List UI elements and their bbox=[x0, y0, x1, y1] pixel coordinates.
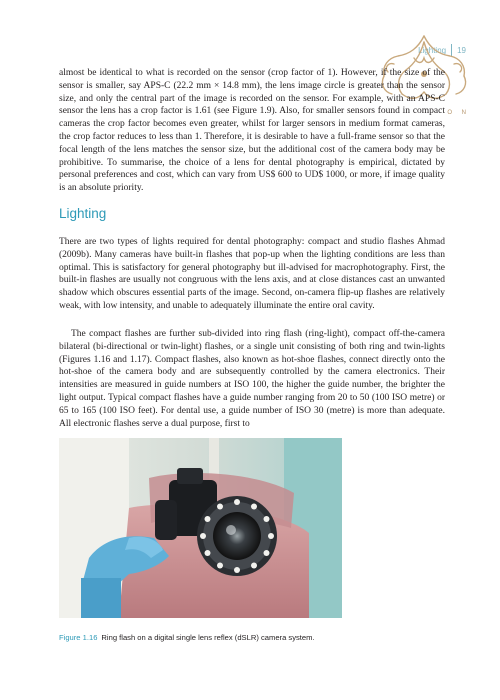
body-paragraph-3: The compact flashes are further sub-divided into ring flash (ring-light), compact off-the-camera bilateral (bi-directional or twin-light) flashes, or a single unit consisting of both ring and twin-lights (Figures 1.16 and 1.17). Compact flashes, also known as hot-shoe flashes, connect directly onto the hot-shoe of the camera body and are subsequently controlled by the camera electronics. Their intensities are measured in guide numbers at ISO 100, the higher the guide number, the brighter the light output. Typical compact flashes have a guide number ranging from 20 to 50 (100 ISO metre) or 65 to 165 (100 ISO feet). For dental use, a guide number of ISO 30 (metre) is more than adequate. All electronic flashes serve a dual purpose, first to bbox=[59, 329, 445, 429]
header-section-title: Lighting bbox=[418, 45, 447, 55]
body-paragraph-1: almost be identical to what is recorded on the sensor (crop factor of 1). However, if the size of the sensor is smaller, say APS-C (22.2 mm × 14.8 mm), the lens image circle is greater than the sensor size, and only the central part of the image is recorded on the sensor. For example, with an APS-C sensor the lens has a crop factor is 1.61 (see Figure 1.9). Also, for smaller sensors found in compact cameras the crop factor becomes even greater, whilst for larger sensors in medium format cameras, the crop factor reduces to less than 1. Therefore, it is desirable to have a full-frame sensor so that the focal length of the lens matches the sensor size, but the additional cost of the camera body may be prohibitive. To summarise, the choice of a lens for dental photography is empirical, dictated by personal preferences and cost, which can vary from US$ 600 to UD$ 1000, or more, if image quality is an absolute priority. bbox=[59, 68, 445, 194]
figure-label: Figure 1.16 bbox=[59, 633, 98, 642]
figure-photo bbox=[59, 438, 342, 618]
ring-flash-camera-photo bbox=[59, 438, 342, 618]
figure-caption-text: Ring flash on a digital single lens reflex (dSLR) camera system. bbox=[101, 633, 315, 642]
section-heading: Lighting bbox=[59, 206, 107, 221]
page-number: 19 bbox=[457, 45, 466, 55]
body-paragraph-2: There are two types of lights required for dental photography: compact and studio flashes Ahmad (2009b). Many cameras have built-in flashes that pop-up when the lighting conditions are less than optimal. This is satisfactory for general photography but ill-advised for macrophotography. First, the built-in flashes are usually not congruous with the lens axis, and at close distances cast an unwanted shadow which obscures essential parts of the image. Second, on-camera flip-up flashes are relatively weak, with low intensity, and unable to adequately illuminate the entire oral cavity. bbox=[59, 237, 445, 311]
figure-caption bbox=[59, 633, 315, 642]
watermark-text: O N bbox=[447, 110, 470, 116]
